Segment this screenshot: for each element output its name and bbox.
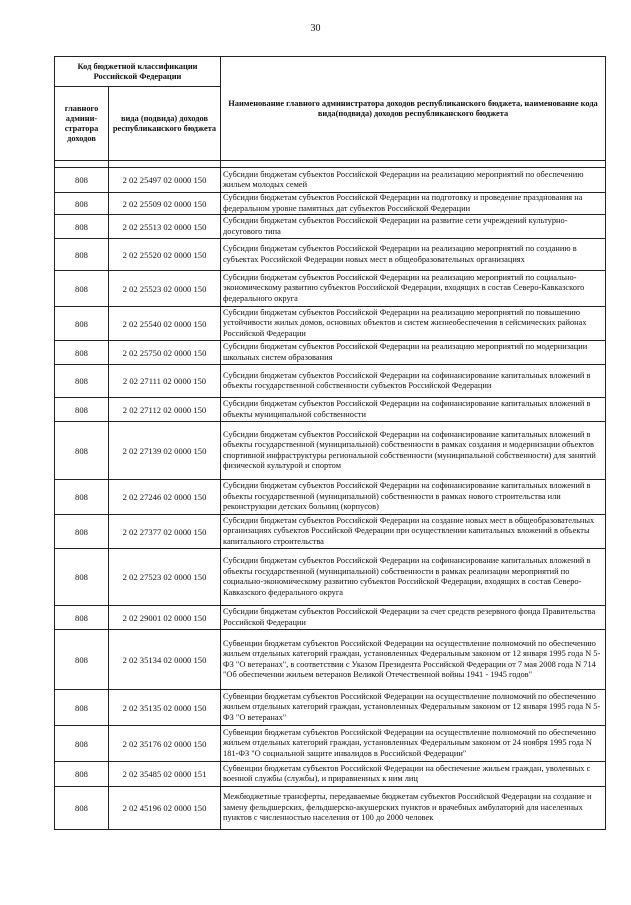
budget-classification-table <box>54 56 606 830</box>
admin-code-cell: 808 <box>55 365 109 398</box>
revenue-name-cell: Субсидии бюджетам субъектов Российской Федерации за счет средств резервного фонда Правительства Российской Федерации <box>221 606 606 630</box>
revenue-name-cell: Субсидии бюджетам субъектов Российской Федерации на реализацию мероприятий по модернизации школьных систем образования <box>221 341 606 365</box>
table-row <box>55 215 606 239</box>
revenue-name-cell: Субсидии бюджетам субъектов Российской Федерации на софинансирование капитальных вложений в объекты государственной (муниципальной) собственности в рамках создания и модернизации объектов спортивной инфраструктуры региональной собственности (муниципальной собственности) для занятий физической культурой и спортом <box>221 422 606 480</box>
revenue-code-cell: 2 02 25750 02 0000 150 <box>109 341 221 365</box>
revenue-name-cell: Субсидии бюджетам субъектов Российской Федерации на софинансирование капитальных вложений в объекты государственной собственности субъектов Российской Федерации <box>221 365 606 398</box>
admin-code-cell: 808 <box>55 271 109 307</box>
admin-code-cell: 808 <box>55 215 109 239</box>
table-row <box>55 787 606 830</box>
table-row <box>55 271 606 307</box>
table-row <box>55 365 606 398</box>
revenue-name-cell: Субсидии бюджетам субъектов Российской Федерации на создание новых мест в общеобразовательных организациях субъектов Российской Федерации при осуществлении капитальных вложений в объекты капитального строительства <box>221 515 606 549</box>
revenue-code-cell: 2 02 25520 02 0000 150 <box>109 239 221 271</box>
table-row <box>55 307 606 341</box>
revenue-name-cell: Субсидии бюджетам субъектов Российской Федерации на реализацию мероприятий по обеспечению жильем молодых семей <box>221 168 606 193</box>
revenue-name-cell: Субсидии бюджетам субъектов Российской Федерации на реализацию мероприятий по повышению устойчивости жилых домов, основных объектов и систем жизнеобеспечения в сейсмических районах Российской Федерации <box>221 307 606 341</box>
revenue-code-cell: 2 02 27111 02 0000 150 <box>109 365 221 398</box>
admin-code-cell: 808 <box>55 549 109 606</box>
header-spacer-row <box>55 161 606 168</box>
header-code-group: Код бюджетной классификации Российской Федерации <box>55 57 221 87</box>
page-number: 30 <box>310 23 321 34</box>
revenue-code-cell: 2 02 45196 02 0000 150 <box>109 787 221 830</box>
admin-code-cell: 808 <box>55 515 109 549</box>
table-row <box>55 480 606 515</box>
table-body <box>55 168 606 830</box>
revenue-name-cell: Субсидии бюджетам субъектов Российской Федерации на софинансирование капитальных вложений в объекты государственной (муниципальной) собственности в рамках реализации мероприятий по социально-экономическому развитию субъектов Российской Федерации, входящих в состав Северо-Кавказского федерального округа <box>221 549 606 606</box>
admin-code-cell: 808 <box>55 726 109 762</box>
table-row <box>55 726 606 762</box>
revenue-code-cell: 2 02 27377 02 0000 150 <box>109 515 221 549</box>
revenue-name-cell: Субвенции бюджетам субъектов Российской Федерации на осуществление полномочий по обеспечению жильем отдельных категорий граждан, установленных Федеральным законом от 12 января 1995 года N 5-ФЗ "О ветеранах" <box>221 690 606 726</box>
admin-code-cell: 808 <box>55 168 109 193</box>
admin-code-cell: 808 <box>55 341 109 365</box>
revenue-code-cell: 2 02 25509 02 0000 150 <box>109 193 221 215</box>
spacer-cell <box>221 161 606 168</box>
revenue-code-cell: 2 02 27139 02 0000 150 <box>109 422 221 480</box>
revenue-name-cell: Субвенции бюджетам субъектов Российской Федерации на обеспечение жильем граждан, уволенных с военной службы (службы), и приравненных к ним лиц <box>221 762 606 787</box>
table-row <box>55 762 606 787</box>
revenue-code-cell: 2 02 25540 02 0000 150 <box>109 307 221 341</box>
header-admin: главного админи-стратора доходов <box>55 87 109 161</box>
revenue-name-cell: Субсидии бюджетам субъектов Российской Федерации на реализацию мероприятий по социально-экономическому развитию субъектов Российской Федерации, входящих в состав Северо-Кавказского федерального округа <box>221 271 606 307</box>
admin-code-cell: 808 <box>55 422 109 480</box>
revenue-code-cell: 2 02 29001 02 0000 150 <box>109 606 221 630</box>
table-row <box>55 341 606 365</box>
revenue-name-cell: Субсидии бюджетам субъектов Российской Федерации на развитие сети учреждений культурно-досугового типа <box>221 215 606 239</box>
table-row <box>55 168 606 193</box>
revenue-code-cell: 2 02 27112 02 0000 150 <box>109 398 221 422</box>
revenue-code-cell: 2 02 25497 02 0000 150 <box>109 168 221 193</box>
admin-code-cell: 808 <box>55 480 109 515</box>
revenue-code-cell: 2 02 35135 02 0000 150 <box>109 690 221 726</box>
admin-code-cell: 808 <box>55 193 109 215</box>
admin-code-cell: 808 <box>55 398 109 422</box>
table-row <box>55 515 606 549</box>
revenue-code-cell: 2 02 35485 02 0000 151 <box>109 762 221 787</box>
revenue-code-cell: 2 02 35134 02 0000 150 <box>109 630 221 690</box>
table-row <box>55 690 606 726</box>
admin-code-cell: 808 <box>55 690 109 726</box>
spacer-cell <box>109 161 221 168</box>
table-row <box>55 630 606 690</box>
admin-code-cell: 808 <box>55 630 109 690</box>
admin-code-cell: 808 <box>55 239 109 271</box>
revenue-code-cell: 2 02 27246 02 0000 150 <box>109 480 221 515</box>
revenue-code-cell: 2 02 25523 02 0000 150 <box>109 271 221 307</box>
header-revenue-type: вида (подвида) доходов республиканского бюджета <box>109 87 221 161</box>
admin-code-cell: 808 <box>55 787 109 830</box>
table-row <box>55 606 606 630</box>
revenue-name-cell: Субвенции бюджетам субъектов Российской Федерации на осуществление полномочий по обеспечению жильем отдельных категорий граждан, установленных Федеральным законом от 12 января 1995 года N 5-ФЗ "О ветеранах", в соответствии с Указом Президента Российской Федерации от 7 мая 2008 года N 714 "Об обеспечении жильем ветеранов Великой Отечественной войны 1941 - 1945 годов" <box>221 630 606 690</box>
table-row <box>55 193 606 215</box>
spacer-cell <box>55 161 109 168</box>
revenue-name-cell: Межбюджетные трансферты, передаваемые бюджетам субъектов Российской Федерации на создание и замену фельдшерских, фельдшерско-акушерских пунктов и врачебных амбулаторий для населенных пунктов с численностью населения от 100 до 2000 человек <box>221 787 606 830</box>
header-name: Наименование главного администратора доходов республиканского бюджета, наименование кода вида(подвида) доходов республиканского бюджета <box>221 57 606 161</box>
revenue-code-cell: 2 02 25513 02 0000 150 <box>109 215 221 239</box>
revenue-name-cell: Субвенции бюджетам субъектов Российской Федерации на осуществление полномочий по обеспечению жильем отдельных категорий граждан, установленных Федеральным законом от 24 ноября 1995 года N 181-ФЗ "О социальной защите инвалидов в Российской Федерации" <box>221 726 606 762</box>
table-row <box>55 549 606 606</box>
admin-code-cell: 808 <box>55 307 109 341</box>
revenue-name-cell: Субсидии бюджетам субъектов Российской Федерации на софинансирование капитальных вложений в объекты государственной (муниципальной) собственности в рамках нового строительства или реконструкции детских больниц (корпусов) <box>221 480 606 515</box>
revenue-name-cell: Субсидии бюджетам субъектов Российской Федерации на подготовку и проведение празднования на федеральном уровне памятных дат субъектов Российской Федерации <box>221 193 606 215</box>
admin-code-cell: 808 <box>55 762 109 787</box>
revenue-name-cell: Субсидии бюджетам субъектов Российской Федерации на софинансирование капитальных вложений в объекты муниципальной собственности <box>221 398 606 422</box>
revenue-name-cell: Субсидии бюджетам субъектов Российской Федерации на реализацию мероприятий по созданию в субъектах Российской Федерации новых мест в общеобразовательных организациях <box>221 239 606 271</box>
table-row <box>55 239 606 271</box>
table-row <box>55 398 606 422</box>
table-row <box>55 422 606 480</box>
revenue-code-cell: 2 02 27523 02 0000 150 <box>109 549 221 606</box>
admin-code-cell: 808 <box>55 606 109 630</box>
revenue-code-cell: 2 02 35176 02 0000 150 <box>109 726 221 762</box>
